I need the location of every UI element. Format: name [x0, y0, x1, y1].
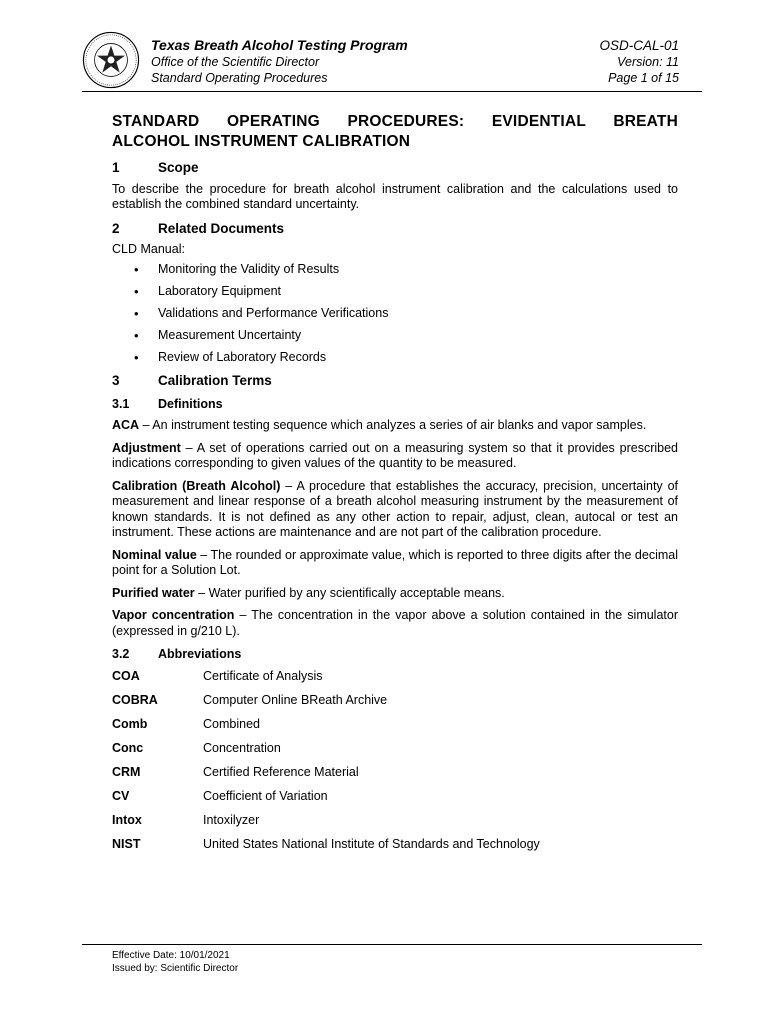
header-divider	[82, 91, 702, 92]
scope-text: To describe the procedure for breath alcohol instrument calibration and the calculations used to establish the combined standard uncertainty.	[112, 181, 678, 211]
definition-term: Purified water	[112, 585, 195, 600]
abbreviation: COBRA	[112, 692, 158, 707]
abbreviation-row	[112, 693, 678, 709]
section-heading-related-documents	[112, 221, 678, 237]
abbreviation-row	[112, 741, 678, 757]
abbreviation-row	[112, 813, 678, 829]
cld-manual-label: CLD Manual:	[112, 242, 185, 256]
abbreviation-list	[112, 669, 678, 853]
section-title: Related Documents	[158, 220, 285, 236]
section-number: 2	[112, 220, 120, 236]
definition-item	[112, 479, 678, 541]
abbreviation-meaning: Combined	[203, 716, 260, 731]
office-name: Office of the Scientific Director	[151, 55, 320, 69]
abbreviation-meaning: United States National Institute of Standards and Technology	[203, 837, 540, 852]
list-item: • Review of Laboratory Records	[112, 350, 678, 366]
section-number: 1	[112, 160, 120, 175]
abbreviation-meaning: Intoxilyzer	[203, 813, 260, 828]
document-id: OSD-CAL-01	[599, 38, 679, 53]
definition-item	[112, 548, 678, 579]
version-label: Version: 11	[617, 55, 679, 69]
abbreviation-row	[112, 669, 678, 685]
subsection-number: 3.2	[112, 647, 130, 661]
definition-item	[112, 418, 678, 434]
sop-label: Standard Operating Procedures	[151, 71, 328, 85]
section-number: 3	[112, 373, 120, 388]
definition-term: Vapor concentration	[112, 608, 235, 622]
abbreviation-row	[112, 717, 678, 733]
footer	[112, 949, 238, 975]
header-left	[151, 37, 408, 86]
dps-seal-icon	[82, 31, 140, 89]
list-item: • Monitoring the Validity of Results	[112, 262, 678, 278]
section-heading-calibration-terms	[112, 373, 678, 389]
subsection-heading-abbreviations	[112, 647, 678, 663]
definition-text: – A set of operations carried out on a measuring system so that it provides prescribed indications corresponding to given values of the quantity to be measured.	[112, 440, 678, 470]
footer-divider	[82, 944, 702, 945]
abbreviation: Intox	[112, 813, 142, 828]
abbreviation: CV	[112, 788, 130, 803]
abbreviation: NIST	[112, 837, 141, 852]
subsection-heading-definitions	[112, 397, 678, 413]
definition-text: – Water purified by any scientifically acceptable means.	[194, 585, 505, 600]
definition-term: ACA	[112, 418, 140, 432]
section-title: Scope	[158, 160, 199, 175]
list-item: • Validations and Performance Verifications	[112, 306, 678, 322]
subsection-title: Definitions	[158, 396, 223, 411]
list-item: • Laboratory Equipment	[112, 284, 678, 300]
abbreviation-meaning: Certified Reference Material	[203, 764, 359, 779]
page-title-line2: ALCOHOL INSTRUMENT CALIBRATION	[112, 133, 411, 150]
abbreviation-row	[112, 837, 678, 853]
definition-term: Nominal value	[112, 547, 197, 562]
abbreviation-meaning: Coefficient of Variation	[203, 788, 328, 803]
abbreviation-meaning: Certificate of Analysis	[203, 668, 323, 683]
abbreviation-row	[112, 765, 678, 781]
definition-item	[112, 586, 678, 602]
effective-date: Effective Date: 10/01/2021	[112, 950, 230, 961]
subsection-number: 3.1	[112, 396, 130, 411]
definition-term: Adjustment	[112, 440, 181, 455]
definition-item	[112, 608, 678, 639]
svg-text:· · · ·: · · · ·	[106, 37, 116, 42]
section-heading-scope	[112, 160, 678, 176]
definition-term: Calibration (Breath Alcohol)	[112, 478, 281, 493]
subsection-title: Abbreviations	[158, 647, 242, 661]
section-title: Calibration Terms	[158, 373, 272, 388]
abbreviation-meaning: Concentration	[203, 740, 281, 755]
abbreviation: Conc	[112, 740, 144, 755]
document-body	[112, 112, 678, 861]
definition-text: – The concentration in the vapor above a solution contained in the simulator (expressed in g/210 L).	[112, 608, 678, 638]
definition-text: – An instrument testing sequence which analyzes a series of air blanks and vapor samples.	[139, 418, 647, 432]
list-item: • Measurement Uncertainty	[112, 328, 678, 344]
page-title: STANDARD OPERATING PROCEDURES: EVIDENTIAL BREATH	[112, 113, 678, 130]
definition-text: – A procedure that establishes the accuracy, precision, uncertainty of measurement and linear response of a breath alcohol measuring instrument by the measurement of known standards. It is not defined as any other action to repair, adjust, clean, autocal or test an instrument. These actions are maintenance and are not part of the calibration procedure.	[112, 478, 678, 539]
related-documents-list	[112, 262, 678, 366]
program-name: Texas Breath Alcohol Testing Program	[151, 37, 408, 53]
abbreviation: CRM	[112, 764, 141, 779]
issued-by: Issued by: Scientific Director	[112, 963, 239, 974]
abbreviation: COA	[112, 668, 140, 683]
header-right	[599, 37, 679, 86]
abbreviation: Comb	[112, 716, 148, 731]
abbreviation-meaning: Computer Online BReath Archive	[203, 692, 388, 707]
abbreviation-row	[112, 789, 678, 805]
definition-item	[112, 441, 678, 472]
page-number: Page 1 of 15	[608, 71, 679, 85]
definition-text: – The rounded or approximate value, which is reported to three digits after the decimal point for a Solution Lot.	[112, 547, 679, 577]
